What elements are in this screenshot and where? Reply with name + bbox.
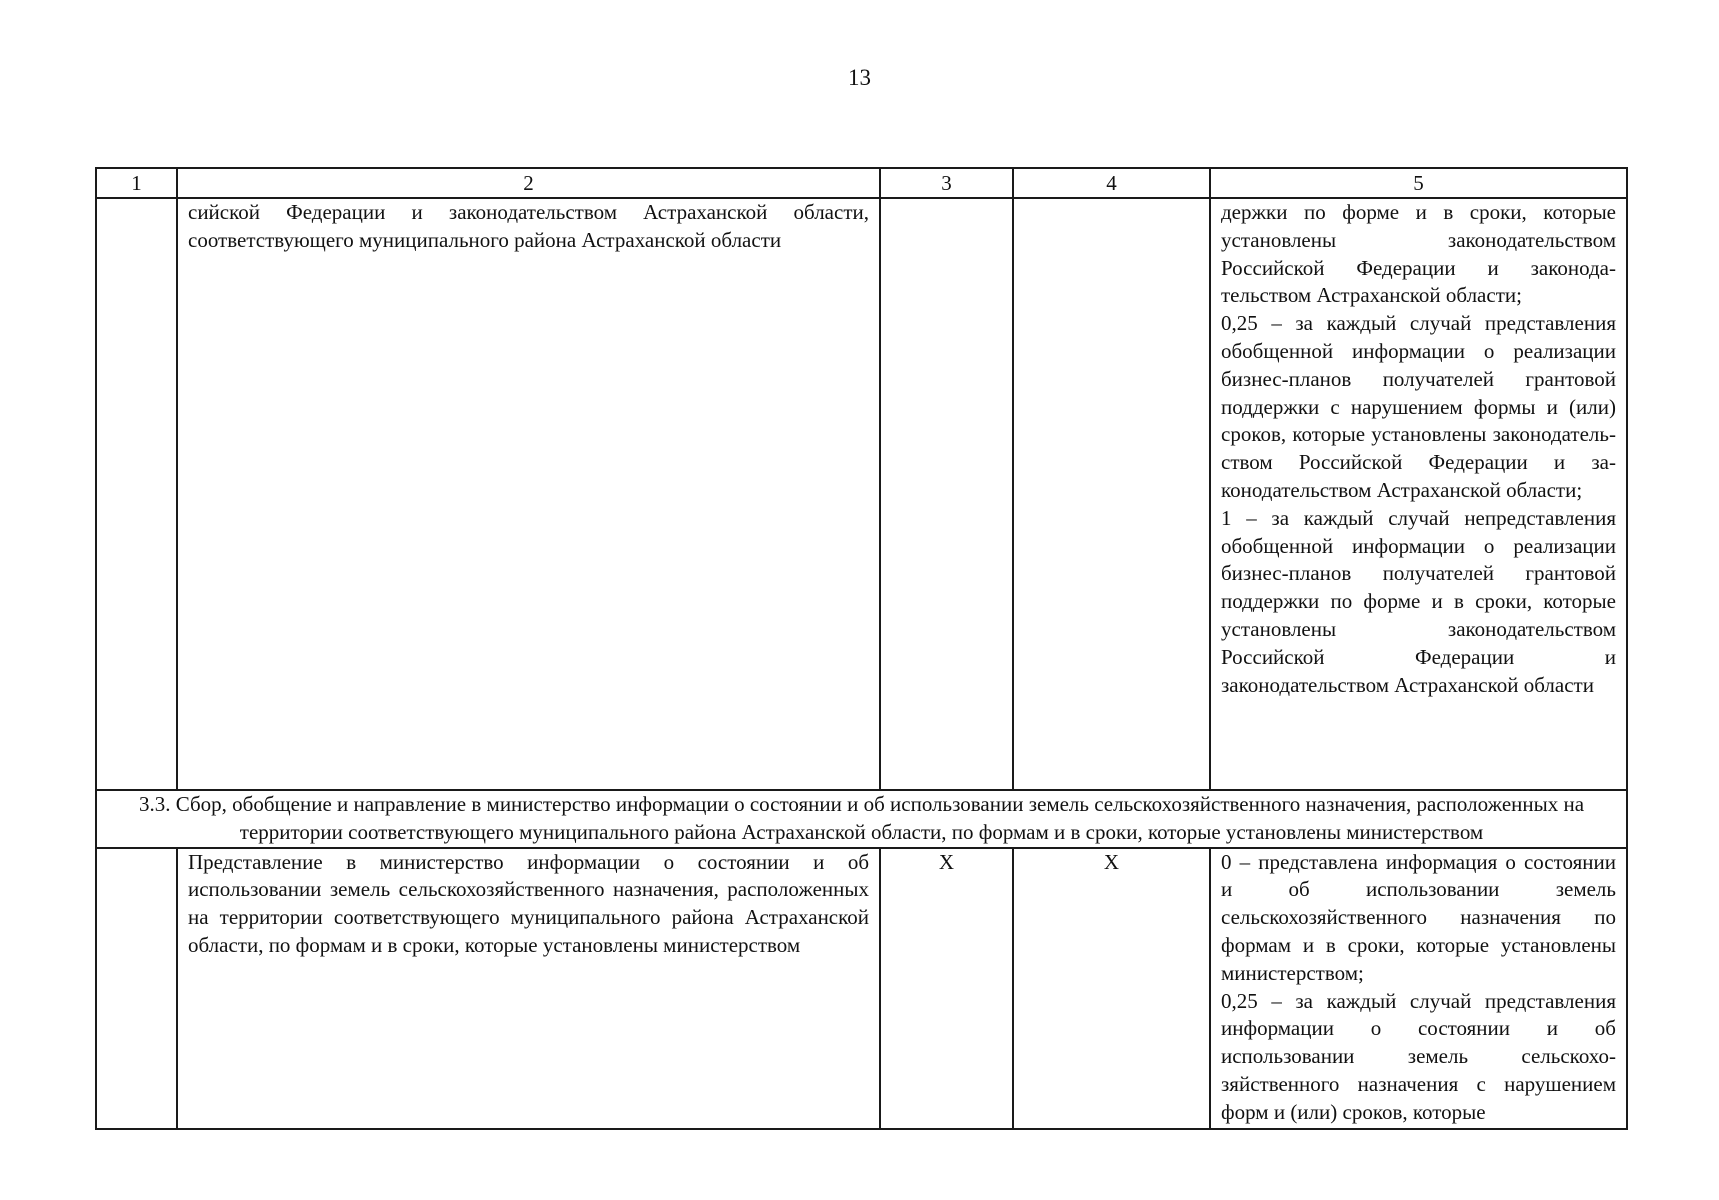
row3-col5-cell: [1210, 848, 1627, 1129]
row1-col4-cell: [1013, 198, 1210, 790]
row1-col5-paragraph: 0,25 – за каждый случай представления обобщенной информации о реализации бизнес-планов получателей грантовой поддержки с нарушением формы и (или) сроков, которые установлены законодательством Российской Федерации и законодательством Астраханской области;: [1221, 311, 1616, 502]
table-row: [96, 198, 1627, 790]
header-cell-3: 3: [880, 168, 1013, 198]
row1-col5-paragraph: 1 – за каждый случай непредставления обобщенной информации о реализации бизнес-планов получателей грантовой поддержки по форме и в сроки, которые установлены законодательством Российской Федерации и законодательством Астраханской области: [1221, 505, 1616, 697]
row1-col2-cell: [177, 198, 880, 790]
header-cell-2: 2: [177, 168, 880, 198]
row3-col4-cell: Х: [1013, 848, 1210, 1129]
section-row: [96, 790, 1627, 848]
row3-col3-cell: Х: [880, 848, 1013, 1129]
row1-col5-paragraph: держки по форме и в сроки, которые установлены законодательством Российской Федерации и законодательством Астраханской области;: [1221, 200, 1616, 308]
row3-col2-text: Представление в министерство информации о состоянии и об использовании земель сельскохозяйственного назначения, расположенных на территории соответствующего муниципального района Астраханской области, по формам и в сроки, которые установлены министерством: [188, 849, 869, 957]
row1-col3-cell: [880, 198, 1013, 790]
document-table: [95, 167, 1628, 1130]
row3-col5-paragraph: 0 – представлена информация о состоянии и об использовании земель сельскохозяйственного назначения по формам и в сроки, которые установлены министерством;: [1221, 849, 1616, 985]
header-cell-1: 1: [96, 168, 177, 198]
section-heading-text: 3.3. Сбор, обобщение и направление в министерство информации о состоянии и об использовании земель сельскохозяйственного назначения, расположенных на территории соответствующего муниципального района Астраханской области, по формам и в сроки, которые установлены министерством: [138, 792, 1585, 844]
row3-col5-paragraph: 0,25 – за каждый случай представления информации о состоянии и об использовании земель сельскохозяйственного назначения с нарушением форм и (или) сроков, которые: [1221, 988, 1616, 1124]
row1-col1-cell: [96, 198, 177, 790]
row3-col1-cell: [96, 848, 177, 1129]
row3-col2-cell: [177, 848, 880, 1129]
table-row: [96, 848, 1627, 1129]
section-heading-cell: [96, 790, 1627, 848]
header-row: [96, 168, 1627, 198]
row1-col2-text: сийской Федерации и законодательством Астраханской области, соответствующего муниципального района Астраханской области: [188, 200, 869, 252]
row1-col5-cell: [1210, 198, 1627, 790]
header-cell-4: 4: [1013, 168, 1210, 198]
page-number: 13: [848, 65, 871, 90]
header-cell-5: 5: [1210, 168, 1627, 198]
